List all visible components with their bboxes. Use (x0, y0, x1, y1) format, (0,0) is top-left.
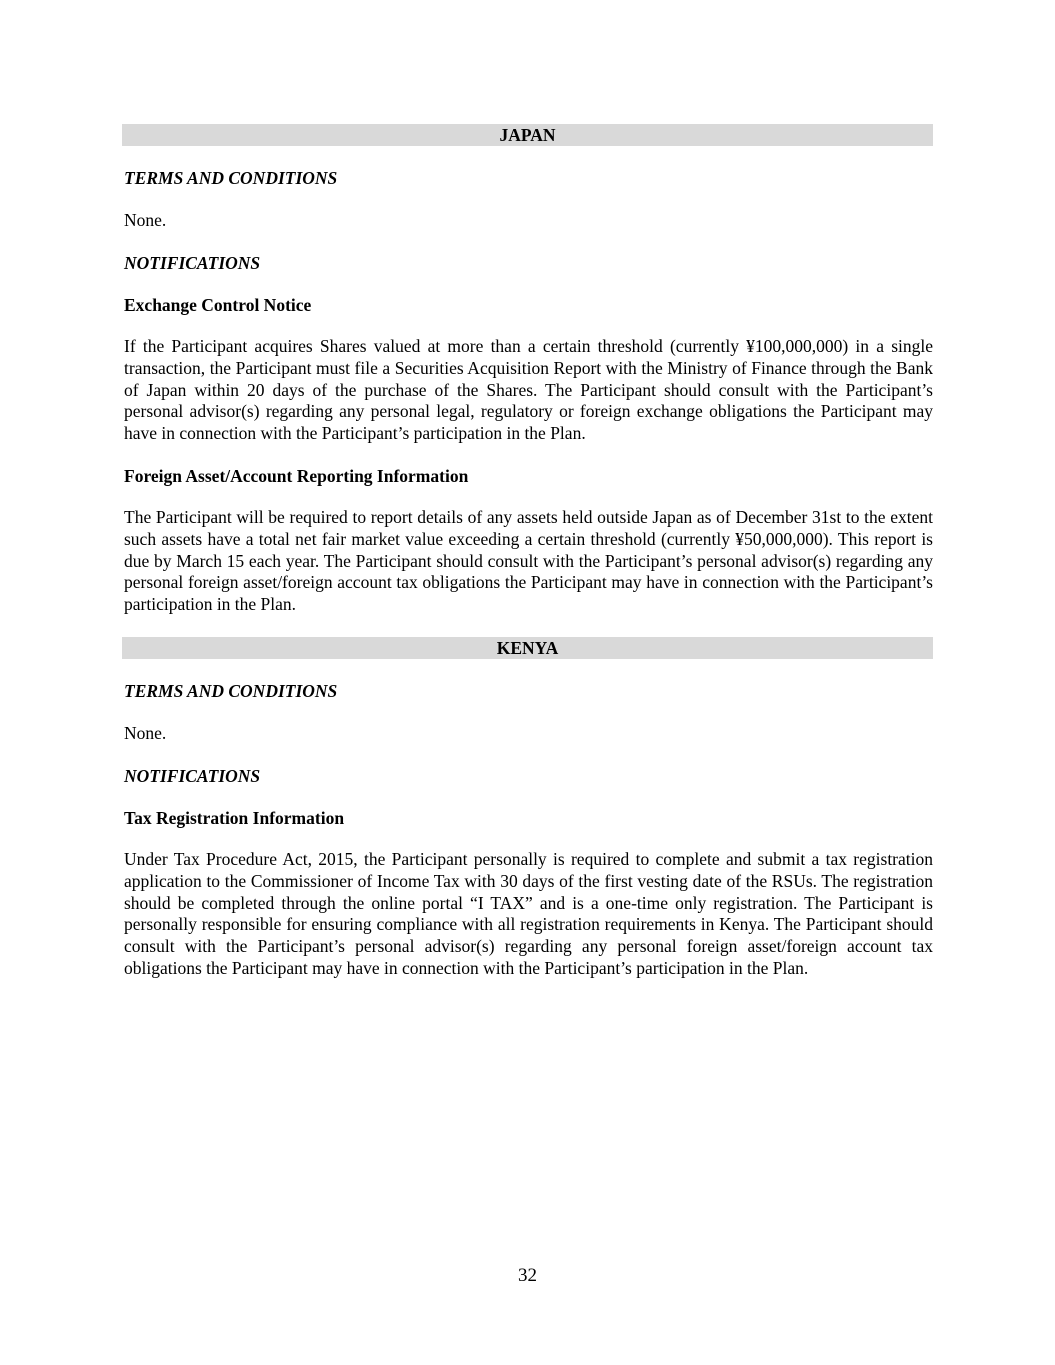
document-body (122, 124, 933, 980)
kenya-tax-registration-paragraph: Under Tax Procedure Act, 2015, the Participant personally is required to complete and submit a tax registration application to the Commissioner of Income Tax with 30 days of the first vesting date of the RSUs. The registration should be completed through the online portal “I TAX” and is a one-time only registration. The Participant is personally responsible for ensuring compliance with all registration requirements in Kenya. The Participant should consult with the Participant’s personal advisor(s) regarding any personal foreign asset/foreign account tax obligations the Participant may have in connection with the Participant’s participation in the Plan. (124, 848, 933, 978)
japan-terms-heading: TERMS AND CONDITIONS (124, 168, 338, 188)
japan-terms-body: None. (124, 210, 167, 230)
page-number: 32 (518, 1265, 537, 1286)
kenya-country-header: KENYA (122, 637, 933, 659)
kenya-notifications-heading: NOTIFICATIONS (124, 765, 261, 786)
kenya-terms-heading: TERMS AND CONDITIONS (124, 680, 338, 701)
japan-foreign-asset-heading: Foreign Asset/Account Reporting Information (124, 465, 469, 486)
kenya-terms-body: None. (124, 722, 167, 743)
japan-country-header: JAPAN (122, 124, 933, 146)
japan-notifications-heading: NOTIFICATIONS (124, 253, 261, 273)
kenya-tax-registration-heading: Tax Registration Information (124, 807, 345, 828)
japan-foreign-asset-paragraph: The Participant will be required to report details of any assets held outside Japan as of December 31st to the extent such assets have a total net fair market value exceeding a certain threshold (currently ¥50,000,000). This report is due by March 15 each year. The Participant should consult with the Participant’s personal advisor(s) regarding any personal foreign asset/foreign account tax obligations the Participant may have in connection with the Participant’s participation in the Plan. (124, 506, 933, 615)
japan-exchange-control-heading: Exchange Control Notice (124, 295, 312, 315)
japan-exchange-control-paragraph: If the Participant acquires Shares valued at more than a certain threshold (currently ¥100,000,000) in a single transaction, the Participant must file a Securities Acquisition Report with the Ministry of Finance through the Bank of Japan within 20 days of the purchase of the Shares. The Participant should consult with the Participant’s personal advisor(s) regarding any personal legal, regulatory or foreign exchange obligations the Participant may have in connection with the Participant’s participation in the Plan. (124, 336, 933, 444)
